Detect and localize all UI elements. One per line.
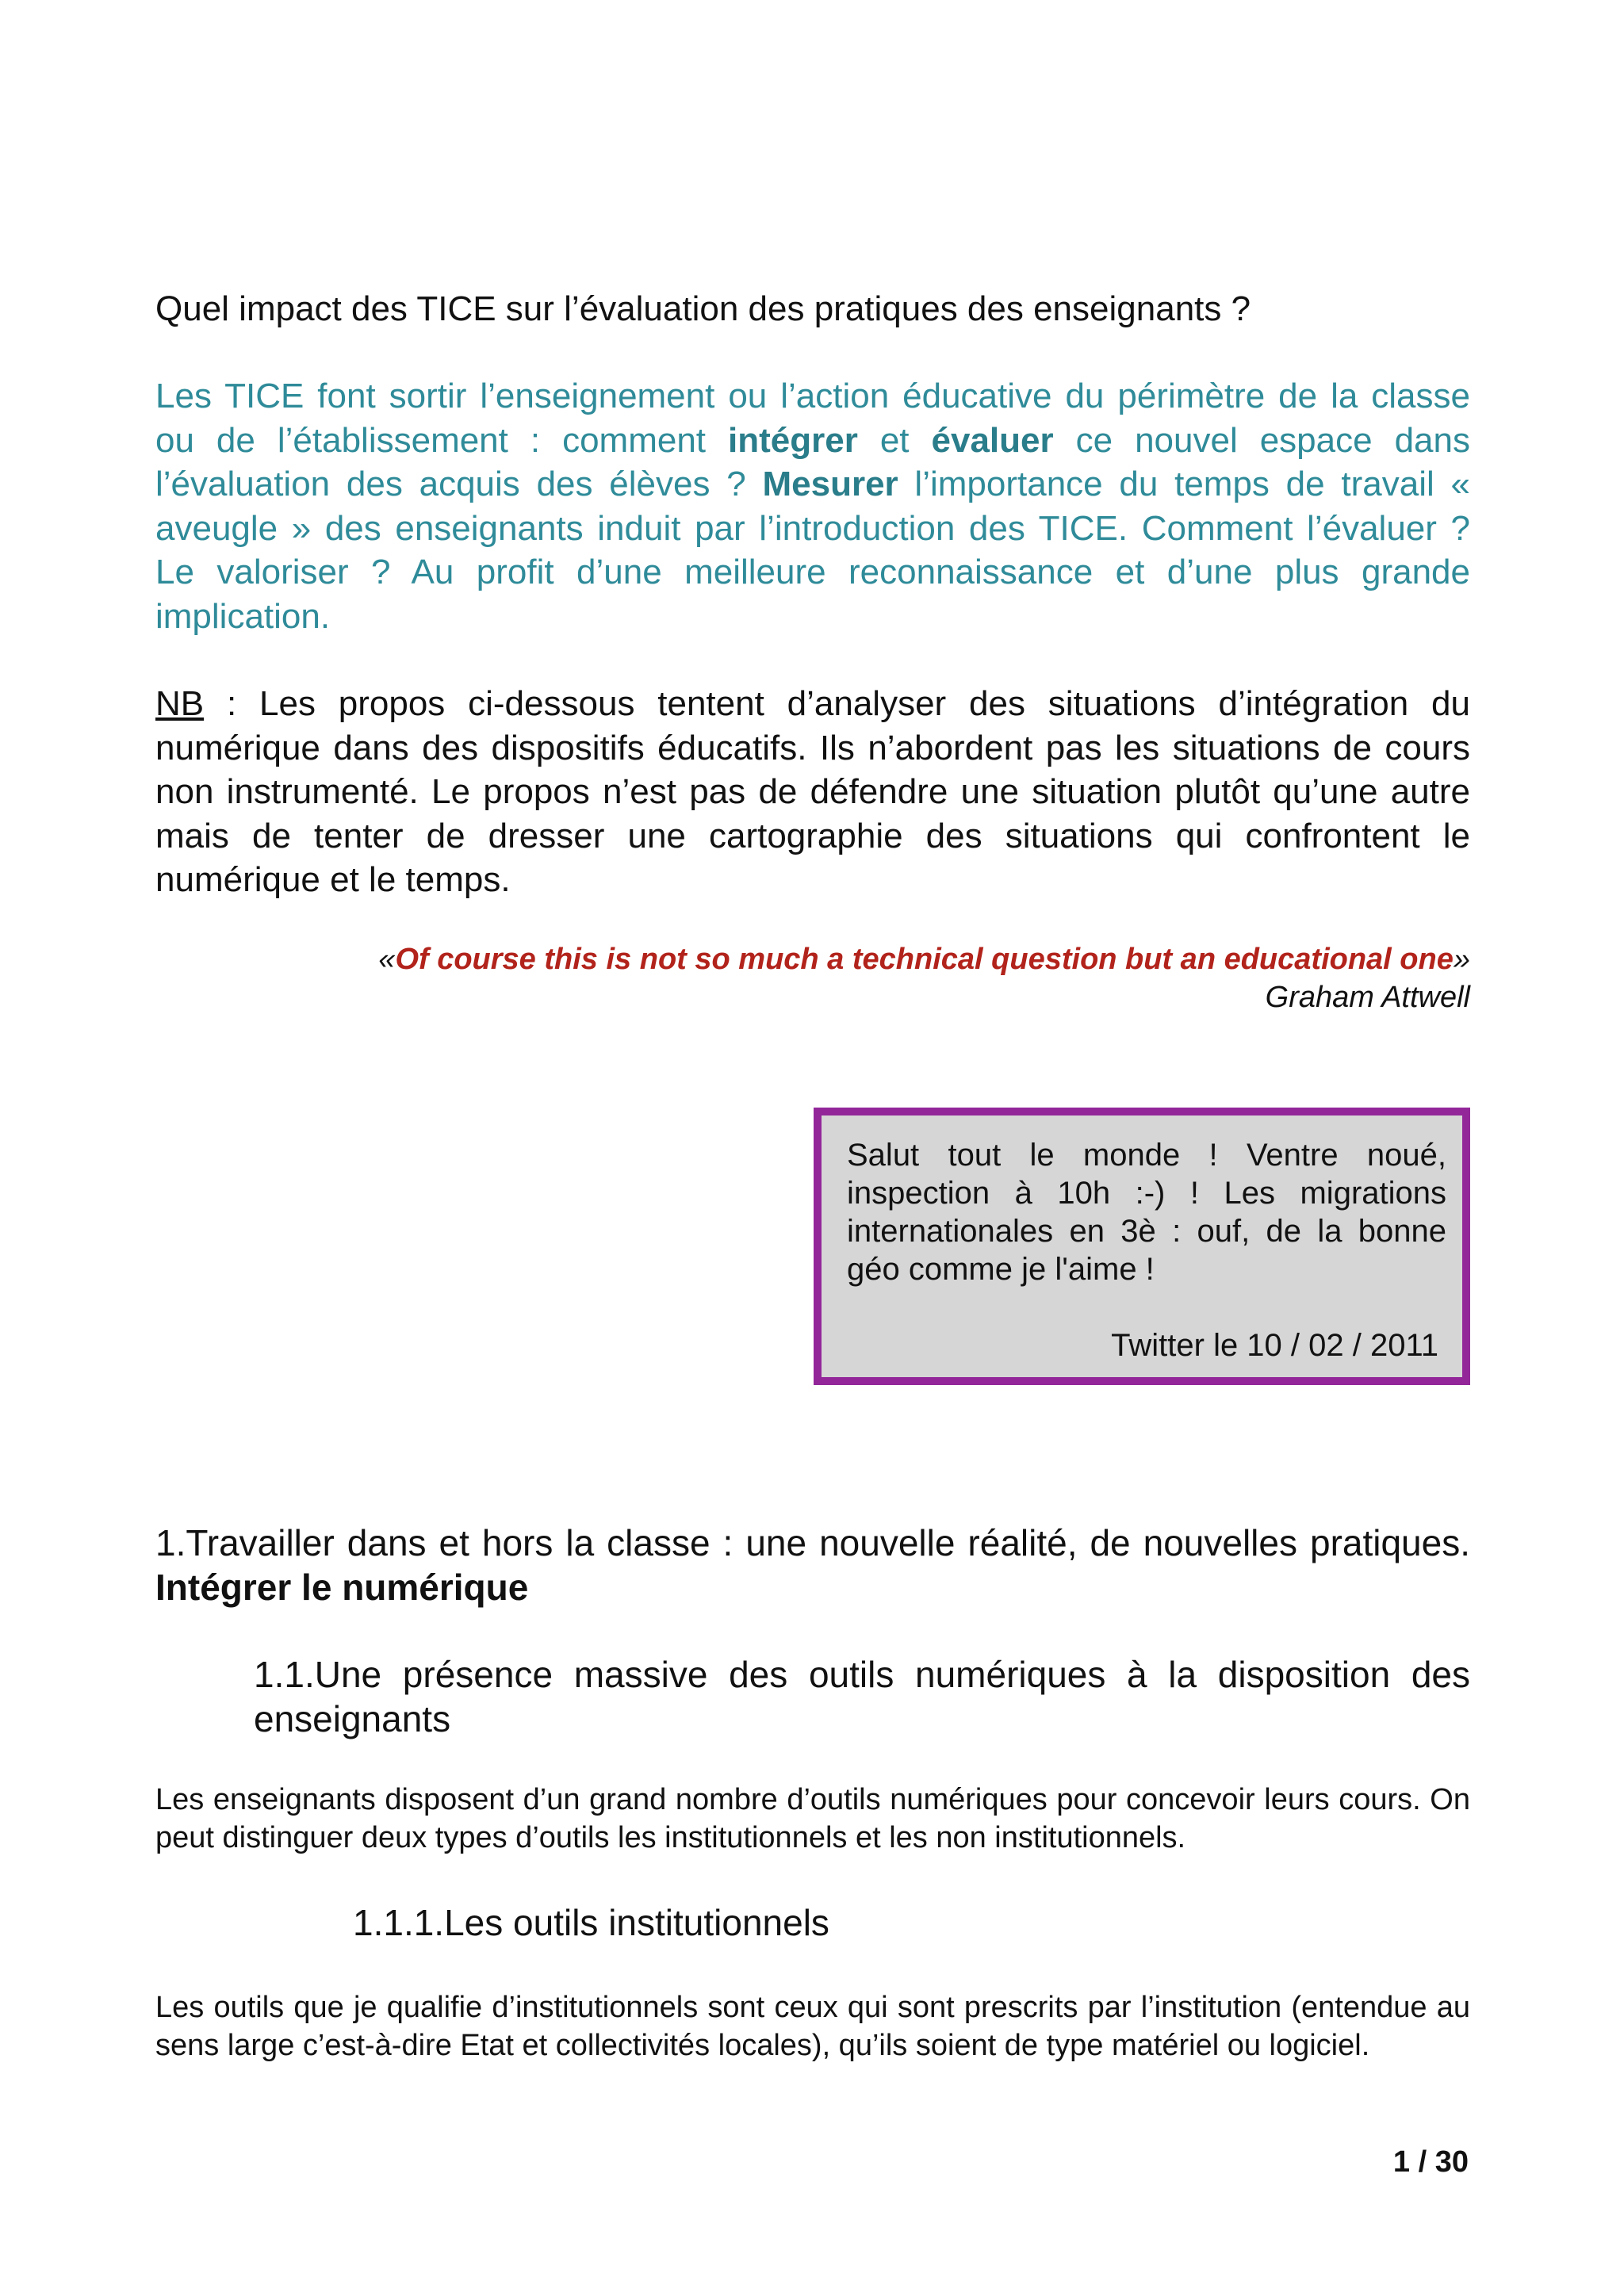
tweet-box bbox=[814, 1108, 1470, 1385]
page-number: 1 / 30 bbox=[1392, 2145, 1469, 2179]
intro-text-2: et bbox=[857, 420, 932, 460]
section-1-heading bbox=[155, 1521, 1470, 1609]
page-question: Quel impact des TICE sur l’évaluation des pratiques des enseignants ? bbox=[155, 289, 1251, 328]
quote-author: Graham Attwell bbox=[1265, 981, 1470, 1014]
section-1-1-1-heading: 1.1.1.Les outils institutionnels bbox=[353, 1902, 829, 1943]
intro-text-4: l’importance du temps de travail « aveugle » des enseignants induit par l’introduction des TICE. Comment l’évaluer ? Le valoriser ? Au profit d’une meilleure reconnaissance et d’une plus grande implication. bbox=[155, 465, 1470, 636]
quote-text: Of course this is not so much a technical question but an educational one bbox=[395, 943, 1454, 976]
intro-bold-mesurer: Mesurer bbox=[762, 465, 898, 503]
quote-line bbox=[155, 940, 1470, 978]
section-1-1-heading: 1.1.Une présence massive des outils numériques à la disposition des enseignants bbox=[254, 1654, 1470, 1739]
intro-paragraph bbox=[155, 374, 1470, 638]
nb-text: : Les propos ci-dessous tentent d’analyser des situations d’intégration du numérique dans des dispositifs éducatifs. Ils n’abordent pas les situations de cours non instrumenté. Le propos n’est pas de défendre une situation plutôt qu’une autre mais de tenter de dresser une cartographie des situations qui confrontent le numérique et le temps. bbox=[155, 684, 1470, 899]
intro-text-3: ce nouvel espace dans l’évaluation des acquis des élèves ? bbox=[155, 420, 1470, 503]
intro-bold-integrer: intégrer bbox=[728, 420, 858, 460]
section-1-bold: Intégrer le numérique bbox=[155, 1567, 529, 1608]
body-paragraph-1: Les enseignants disposent d’un grand nombre d’outils numériques pour concevoir leurs cours. On peut distinguer deux types d’outils les institutionnels et les non institutionnels. bbox=[155, 1783, 1470, 1854]
intro-bold-evaluer: évaluer bbox=[931, 420, 1054, 460]
nb-paragraph bbox=[155, 682, 1470, 902]
intro-text-1: Les TICE font sortir l’enseignement ou l’action éducative du périmètre de la classe ou de l’établissement : comment bbox=[155, 377, 1470, 460]
epigraph-quote bbox=[155, 940, 1470, 1016]
tweet-text: Salut tout le monde ! Ventre noué, inspection à 10h :-) ! Les migrations internationales en 3è : ouf, de la bonne géo comme je l'aime ! bbox=[847, 1138, 1446, 1287]
quote-open-mark: « bbox=[378, 943, 396, 976]
tweet-date: Twitter le 10 / 02 / 2011 bbox=[1111, 1328, 1438, 1363]
section-1-title: 1.Travailler dans et hors la classe : une nouvelle réalité, de nouvelles pratiques. bbox=[155, 1522, 1470, 1563]
body-paragraph-2: Les outils que je qualifie d’institutionnels sont ceux qui sont prescrits par l’institution (entendue au sens large c’est-à-dire Etat et collectivités locales), qu’ils soient de type matériel ou logiciel. bbox=[155, 1991, 1470, 2062]
nb-label: NB bbox=[155, 684, 205, 723]
quote-close-mark: » bbox=[1453, 943, 1470, 976]
